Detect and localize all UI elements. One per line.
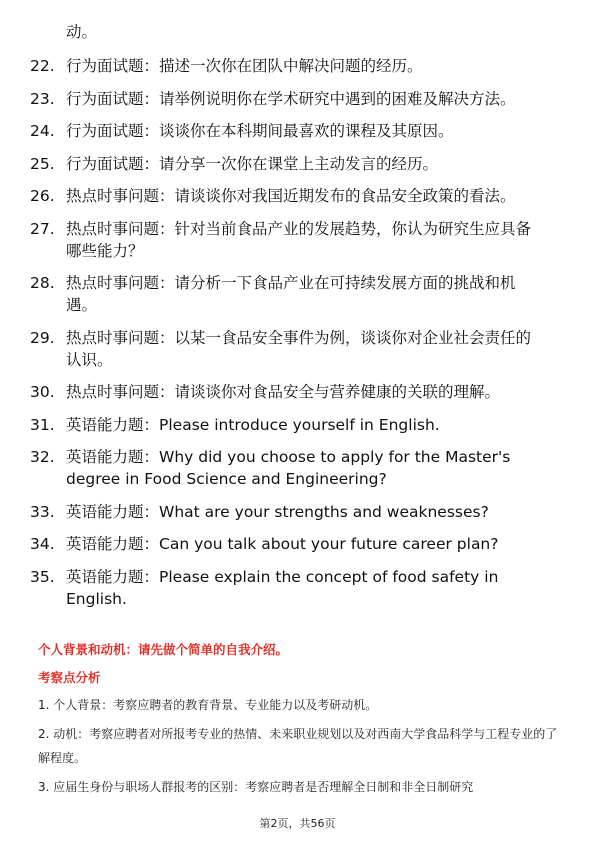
question-item xyxy=(0,185,595,207)
question-text: 热点时事问题：请谈谈你对食品安全与营养健康的关联的理解。 xyxy=(66,383,501,401)
section-title: 个人背景和动机：请先做个简单的自我介绍。 xyxy=(38,642,289,657)
analysis-point: 1. 个人背景：考察应聘者的教育背景、专业能力以及考研动机。 xyxy=(38,698,378,712)
question-text: 英语能力题：Please introduce yourself in English. xyxy=(66,415,440,434)
question-number: 23. xyxy=(30,89,55,108)
question-item xyxy=(0,55,595,77)
question-number: 34. xyxy=(30,535,55,553)
question-number: 31. xyxy=(30,415,55,434)
question-number: 29. xyxy=(30,328,55,347)
question-number: 26. xyxy=(30,187,55,205)
question-number: 27. xyxy=(30,219,55,238)
page-footer: 第2页，共56页 xyxy=(259,817,336,830)
question-text: 热点时事问题：针对当前食品产业的发展趋势，你认为研究生应具备哪些能力？ xyxy=(66,219,532,260)
question-number: 22. xyxy=(30,57,55,75)
question-item xyxy=(0,446,595,490)
question-item xyxy=(0,501,595,523)
continuation-text: 动。 xyxy=(66,23,98,41)
question-item xyxy=(0,327,595,371)
question-number: 33. xyxy=(30,502,55,521)
question-text: 行为面试题：请举例说明你在学术研究中遇到的困难及解决方法。 xyxy=(66,89,516,108)
analysis-list xyxy=(38,693,563,804)
analysis-point: 3. 应届生身份与职场人群报考的区别：考察应聘者是否理解全日制和非全日制研究 xyxy=(38,780,474,794)
question-item xyxy=(0,272,595,316)
question-number: 35. xyxy=(30,567,55,586)
question-item xyxy=(0,414,595,436)
question-text: 英语能力题：What are your strengths and weaknesses? xyxy=(66,502,489,521)
question-item xyxy=(0,120,595,142)
question-item xyxy=(0,218,595,262)
section-subtitle: 考察点分析 xyxy=(38,670,101,685)
question-text: 热点时事问题：请分析一下食品产业在可持续发展方面的挑战和机遇。 xyxy=(66,274,516,314)
question-item xyxy=(0,153,595,175)
question-text: 英语能力题：Please explain the concept of food safety in English. xyxy=(66,567,499,608)
analysis-point: 2. 动机：考察应聘者对所报考专业的热情、未来职业规划以及对西南大学食品科学与工程专业的了解程度。 xyxy=(38,727,558,765)
question-text: 热点时事问题：请谈谈你对我国近期发布的食品安全政策的看法。 xyxy=(66,187,516,205)
question-text: 热点时事问题：以某一食品安全事件为例，谈谈你对企业社会责任的认识。 xyxy=(66,328,532,369)
question-text: 行为面试题：请分享一次你在课堂上主动发言的经历。 xyxy=(66,154,439,173)
question-text: 英语能力题：Can you talk about your future career plan? xyxy=(66,535,499,553)
question-list xyxy=(0,55,595,620)
question-number: 24. xyxy=(30,122,55,140)
question-text: 行为面试题：谈谈你在本科期间最喜欢的课程及其原因。 xyxy=(66,122,454,140)
question-item xyxy=(0,566,595,610)
question-text: 行为面试题：描述一次你在团队中解决问题的经历。 xyxy=(66,57,423,75)
question-number: 32. xyxy=(30,448,55,466)
question-item xyxy=(0,381,595,403)
question-item xyxy=(0,88,595,110)
question-number: 25. xyxy=(30,154,55,173)
question-text: 英语能力题：Why did you choose to apply for the Master's degree in Food Science and Engineering? xyxy=(66,448,511,488)
question-item xyxy=(0,533,595,555)
question-number: 28. xyxy=(30,274,55,292)
question-number: 30. xyxy=(30,383,55,401)
